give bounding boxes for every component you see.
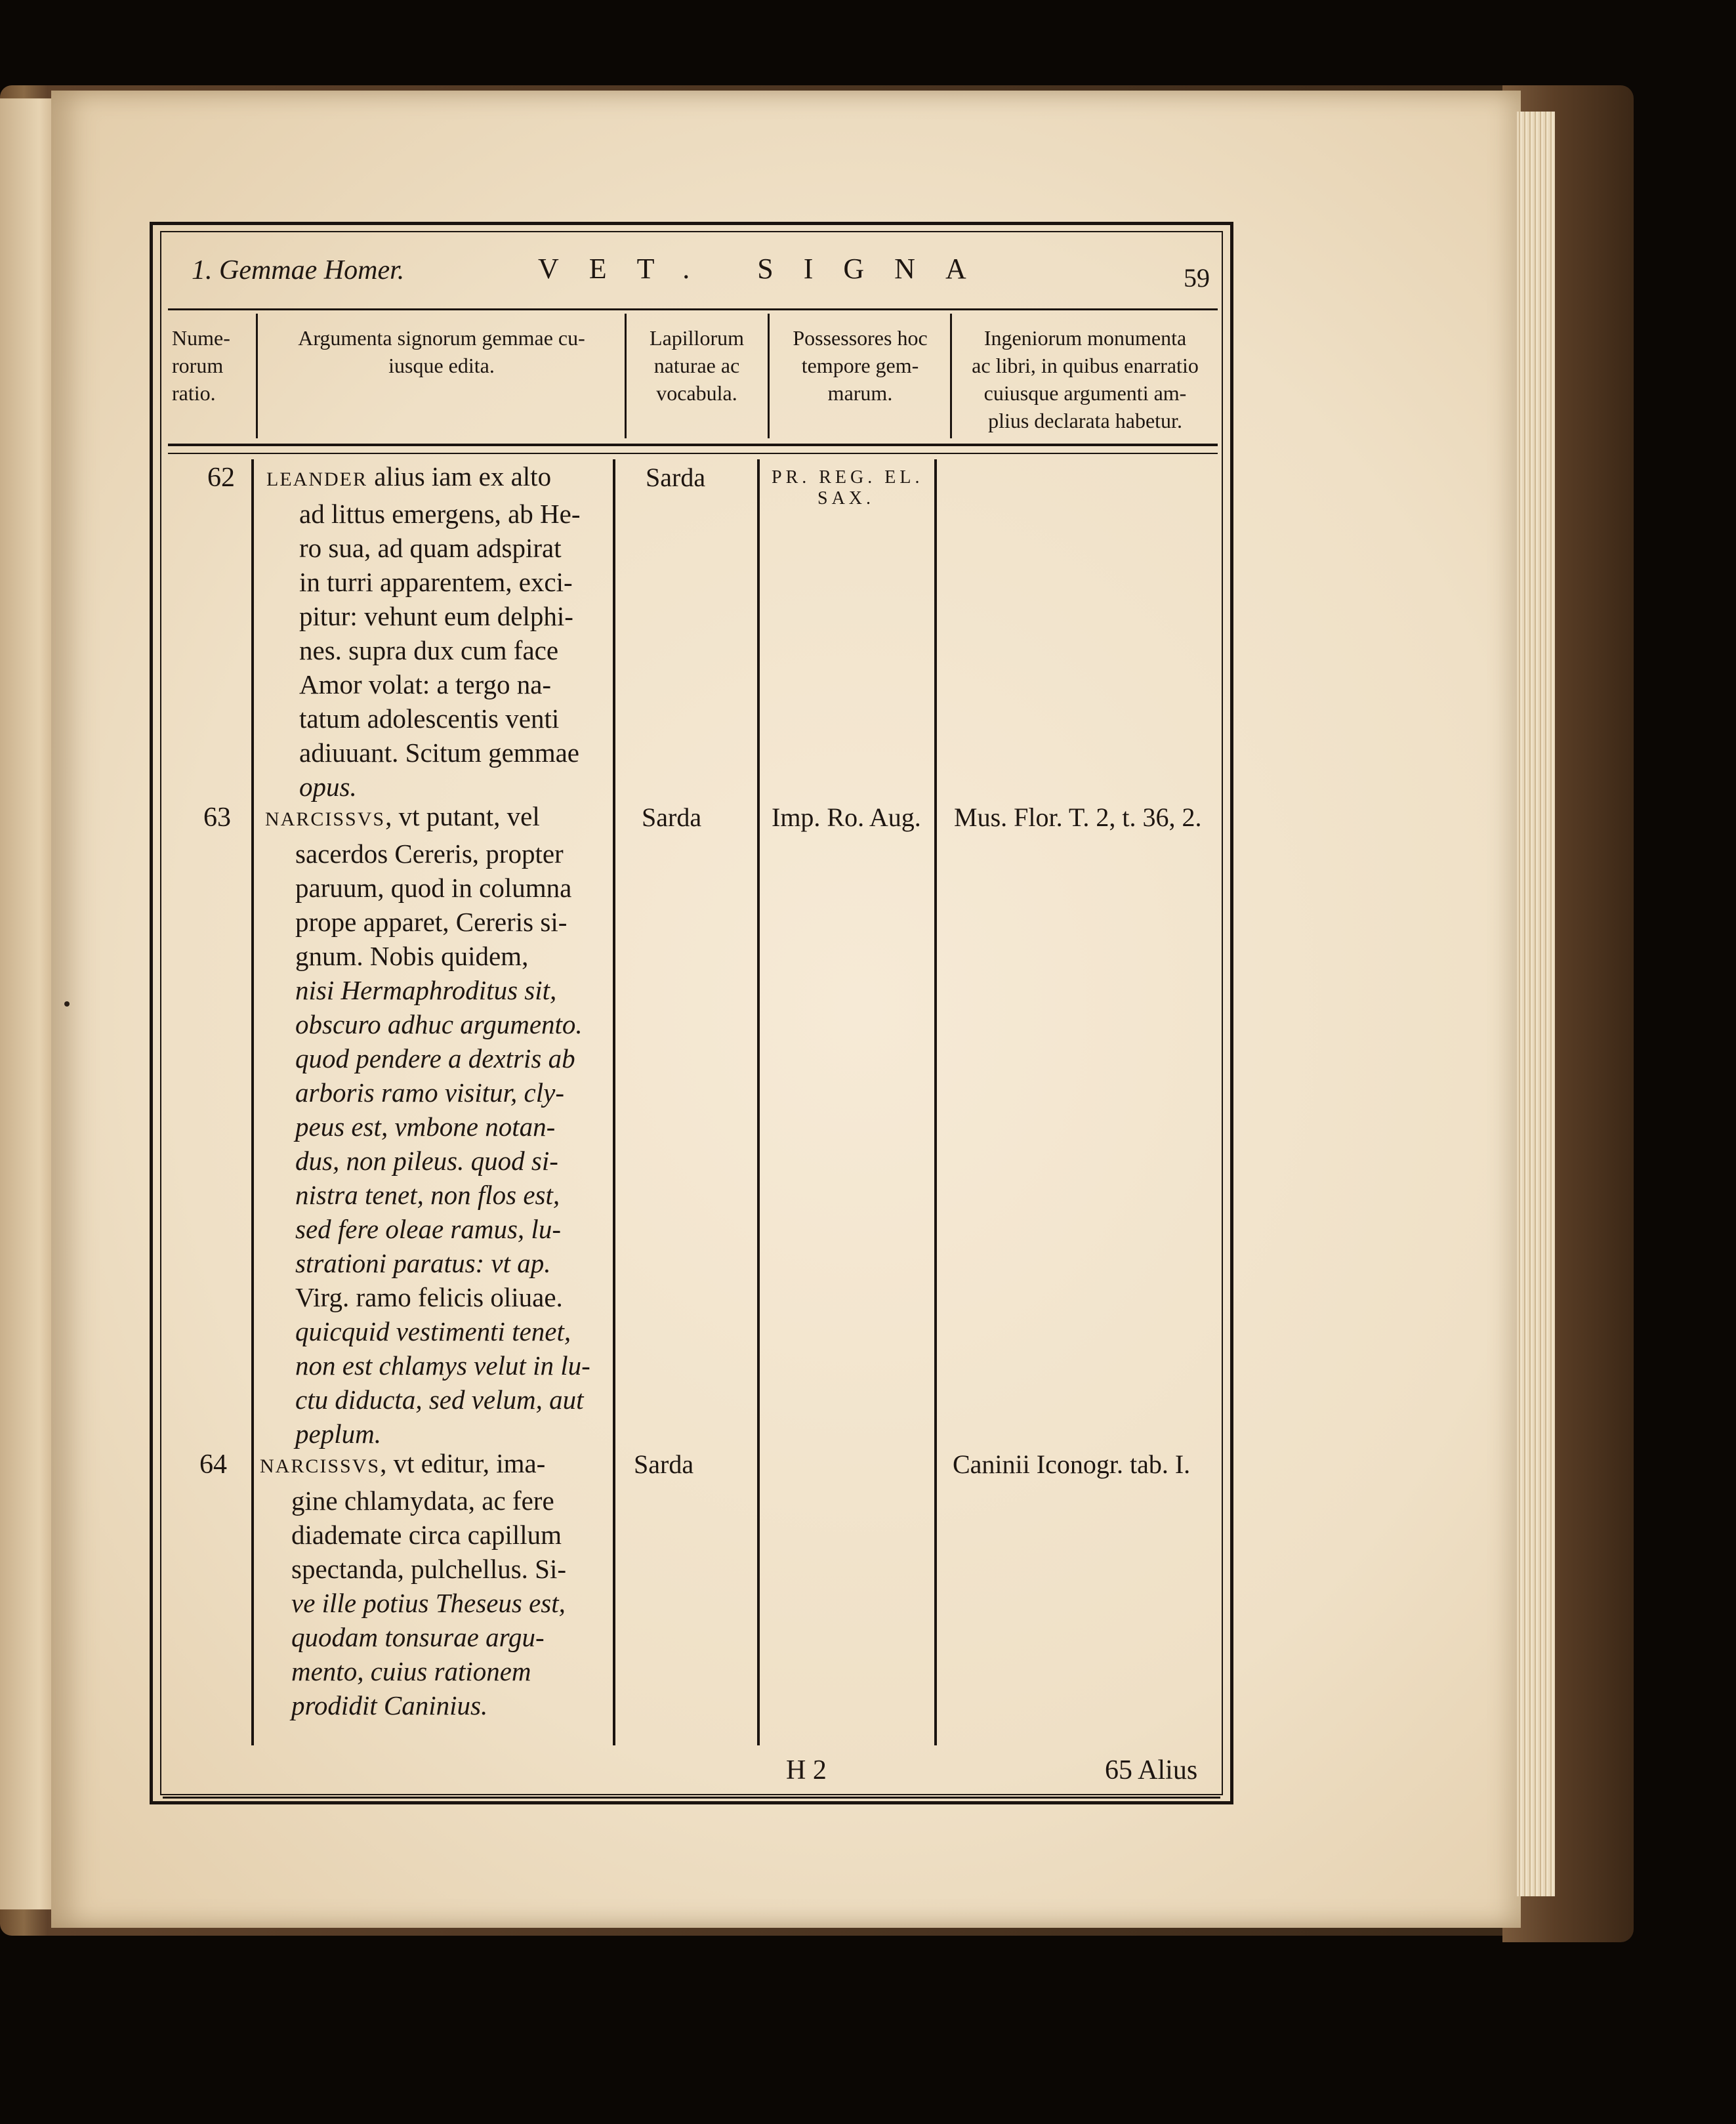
column-head-number: Nume- rorum ratio.: [172, 326, 230, 405]
entry-62-owner: PR. REG. EL. SAX.: [772, 467, 924, 509]
entry-number-62: 62: [207, 463, 235, 493]
entry-63-description: NARCISSVS, vt putant, vel sacerdos Cereris, propter paruum, quod in columna prope apparet, Cereris si- gnum. Nobis quidem, nisi Hermaphroditus sit, obscuro adhuc argumento. quod pendere a dextris ab arboris ramo visitur, cly- peus est, vmbone notan- dus, non pileus. quod si- nistra tenet, non flos est, sed fere oleae ramus, lu- strationi paratus: vt ap. Virg. ramo felicis oliuae. quicquid vestimenti tenet, non est chlamys velut in lu- ctu diducta, sed velum, aut peplum.: [265, 801, 590, 1449]
signature-mark: H 2: [786, 1755, 827, 1785]
running-head-left: 1. Gemmae Homer.: [192, 255, 405, 285]
column-head-owner: Possessores hoc tempore gem- marum.: [793, 326, 928, 405]
entry-62-stone: Sarda: [646, 463, 706, 492]
col-sep-4: [934, 459, 937, 1745]
col-sep-1-head: [256, 314, 258, 438]
entry-63-stone: Sarda: [642, 802, 702, 832]
running-head-title: VET. SIGNA: [538, 253, 997, 285]
column-head-argument: Argumenta signorum gemmae cu- iusque edita.: [298, 326, 585, 377]
footer-rule: [163, 1797, 1220, 1799]
entry-64-reference: Caninii Iconogr. tab. I.: [953, 1449, 1191, 1479]
page-fore-edge: [1517, 112, 1555, 1896]
col-sep-3: [757, 459, 760, 1745]
entry-63-owner: Imp. Ro. Aug.: [772, 802, 921, 832]
catchword: 65 Alius: [1105, 1755, 1198, 1785]
column-head-rule-bottom: [168, 453, 1218, 454]
entry-62-description: LEANDER alius iam ex alto ad littus emergens, ab He- ro sua, ad quam adspirat in turri apparentem, exci- pitur: vehunt eum delphi- nes. supra dux cum face Amor volat: a tergo na- tatum adolescentis venti adiuuant. Scitum gemmae opus.: [266, 461, 581, 802]
col-sep-3-head: [768, 314, 770, 438]
col-sep-4-head: [950, 314, 952, 438]
column-head-stone: Lapillorum naturae ac vocabula.: [650, 326, 744, 405]
entry-64-description: NARCISSVS, vt editur, ima- gine chlamydata, ac fere diademate circa capillum spectanda, pulchellus. Si- ve ille potius Theseus est, quodam tonsurae argu- mento, cuius rationem prodidit Caninius.: [260, 1448, 567, 1720]
column-head-rule-top: [168, 444, 1218, 446]
page-number: 59: [1184, 263, 1210, 293]
column-head-reference: Ingeniorum monumenta ac libri, in quibus enarratio cuiusque argumenti am- plius declarata habetur.: [972, 326, 1199, 432]
col-sep-2-head: [625, 314, 627, 438]
entry-number-64: 64: [199, 1449, 227, 1480]
col-sep-2: [613, 459, 615, 1745]
entry-63-reference: Mus. Flor. T. 2, t. 36, 2.: [954, 802, 1202, 832]
entry-number-63: 63: [203, 802, 231, 833]
ink-speck: [64, 1001, 70, 1007]
header-rule: [168, 308, 1218, 310]
col-sep-1: [251, 459, 254, 1745]
entry-64-stone: Sarda: [634, 1449, 694, 1479]
